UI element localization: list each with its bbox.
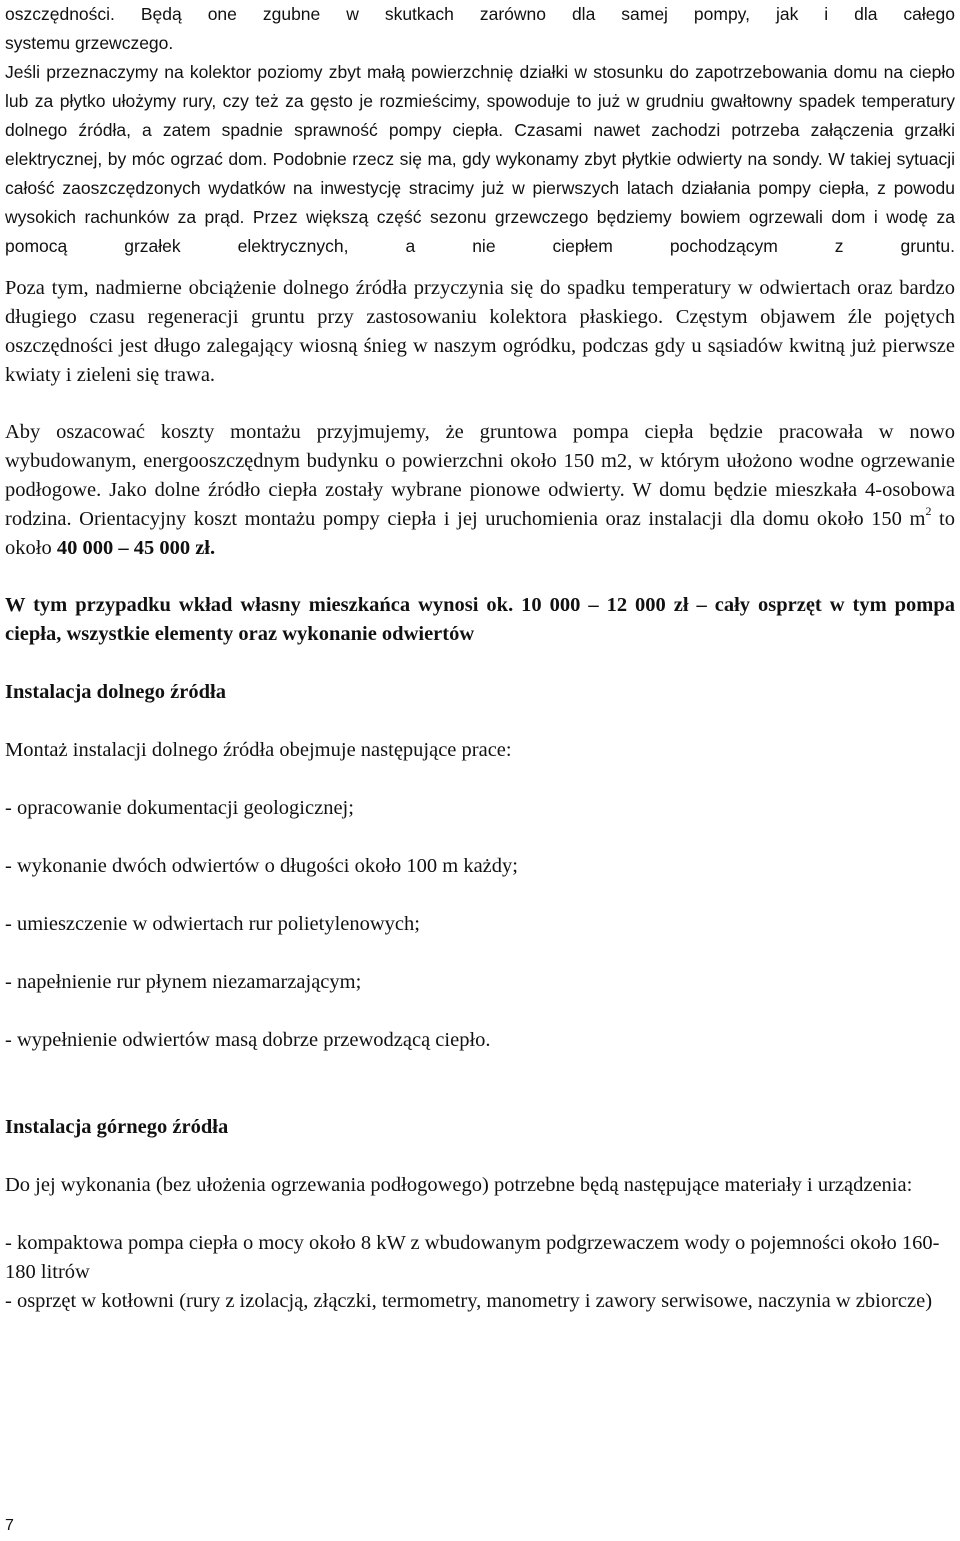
document-page bbox=[5, 0, 955, 1316]
list-item: - opracowanie dokumentacji geologicznej; bbox=[5, 797, 354, 819]
paragraph-cost bbox=[5, 418, 955, 563]
text-line: oszczędności. Będą one zgubne w skutkach zarówno dla samej pompy, jak i dla całego bbox=[5, 4, 955, 24]
paragraph-bold: W tym przypadku wkład własny mieszkańca wynosi ok. 10 000 – 12 000 zł – cały osprzęt w tym pompa ciepła, wszystkie elementy oraz wykonanie odwiertów bbox=[5, 594, 955, 645]
list-item: - osprzęt w kotłowni (rury z izolacją, złączki, termometry, manometry i zawory serwisowe, naczynia w zbiorcze) bbox=[5, 1290, 933, 1312]
text-line: systemu grzewczego. bbox=[5, 33, 174, 53]
section-heading: Instalacja górnego źródła bbox=[5, 1116, 229, 1138]
list-item: - umieszczenie w odwiertach rur polietylenowych; bbox=[5, 913, 420, 935]
paragraph-body: Jeśli przeznaczymy na kolektor poziomy zbyt małą powierzchnię działki w stosunku do zapotrzebowania domu na ciepło lub za płytko ułożymy rury, czy też za gęsto je rozmieścimy, spowoduje to już w grudniu gwałtowny spadek temperatury dolnego źródła, a zatem spadnie sprawność pompy ciepła. Czasami nawet zachodzi potrzeba załączenia grzałki elektrycznej, by móc ogrzać dom. Podobnie rzecz się ma, gdy wykonamy zbyt płytkie odwierty na sondy. W takiej sytuacji całość zaoszczędzonych wydatków na inwestycję stracimy już w pierwszych latach działania pompy ciepła, z powodu wysokich rachunków za prąd. Przez większą część sezonu grzewczego będziemy bowiem ogrzewali dom i wodę za pomocą grzałek elektrycznych, a nie ciepłem pochodzącym z gruntu. bbox=[5, 62, 955, 256]
list-item: - wypełnienie odwiertów masą dobrze przewodzącą ciepło. bbox=[5, 1029, 491, 1051]
paragraph-cost-text: Aby oszacować koszty montażu przyjmujemy, że gruntowa pompa ciepła będzie pracowała w nowo wybudowanym, energooszczędnym budynku o powierzchni około 150 m2, w którym ułożono wodne ogrzewanie podłogowe. Jako dolne źródło ciepła zostały wybrane pionowe odwierty. W domu będzie mieszkała 4-osobowa rodzina. Orientacyjny koszt montażu pompy ciepła i jej uruchomienia oraz instalacji dla domu około 150 m bbox=[5, 421, 955, 530]
list-item: - kompaktowa pompa ciepła o mocy około 8 kW z wbudowanym podgrzewaczem wody o pojemności około 160-180 litrów bbox=[5, 1232, 940, 1283]
list-item: - napełnienie rur płynem niezamarzającym; bbox=[5, 971, 362, 993]
text-span: to około bbox=[5, 508, 955, 559]
section-intro: Do jej wykonania (bez ułożenia ogrzewania podłogowego) potrzebne będą następujące materiały i urządzenia: bbox=[5, 1174, 913, 1196]
paragraph-text: Poza tym, nadmierne obciążenie dolnego źródła przyczynia się do spadku temperatury w odwiertach oraz bardzo długiego czasu regeneracji gruntu przy zastosowaniu kolektora płaskiego. Częstym objawem źle pojętych oszczędności jest długo zalegający wiosną śnieg w naszym ogródku, podczas gdy u sąsiadów kwitną już pierwsze kwiaty i zieleni się trawa. bbox=[5, 277, 955, 386]
list-item: - wykonanie dwóch odwiertów o długości około 100 m każdy; bbox=[5, 855, 518, 877]
superscript: 2 bbox=[925, 504, 932, 519]
cost-value: 40 000 – 45 000 zł. bbox=[56, 537, 216, 559]
section-intro: Montaż instalacji dolnego źródła obejmuje następujące prace: bbox=[5, 739, 512, 761]
page-number: 7 bbox=[5, 1517, 14, 1534]
paragraph-intro bbox=[5, 0, 955, 261]
section-heading: Instalacja dolnego źródła bbox=[5, 681, 226, 703]
